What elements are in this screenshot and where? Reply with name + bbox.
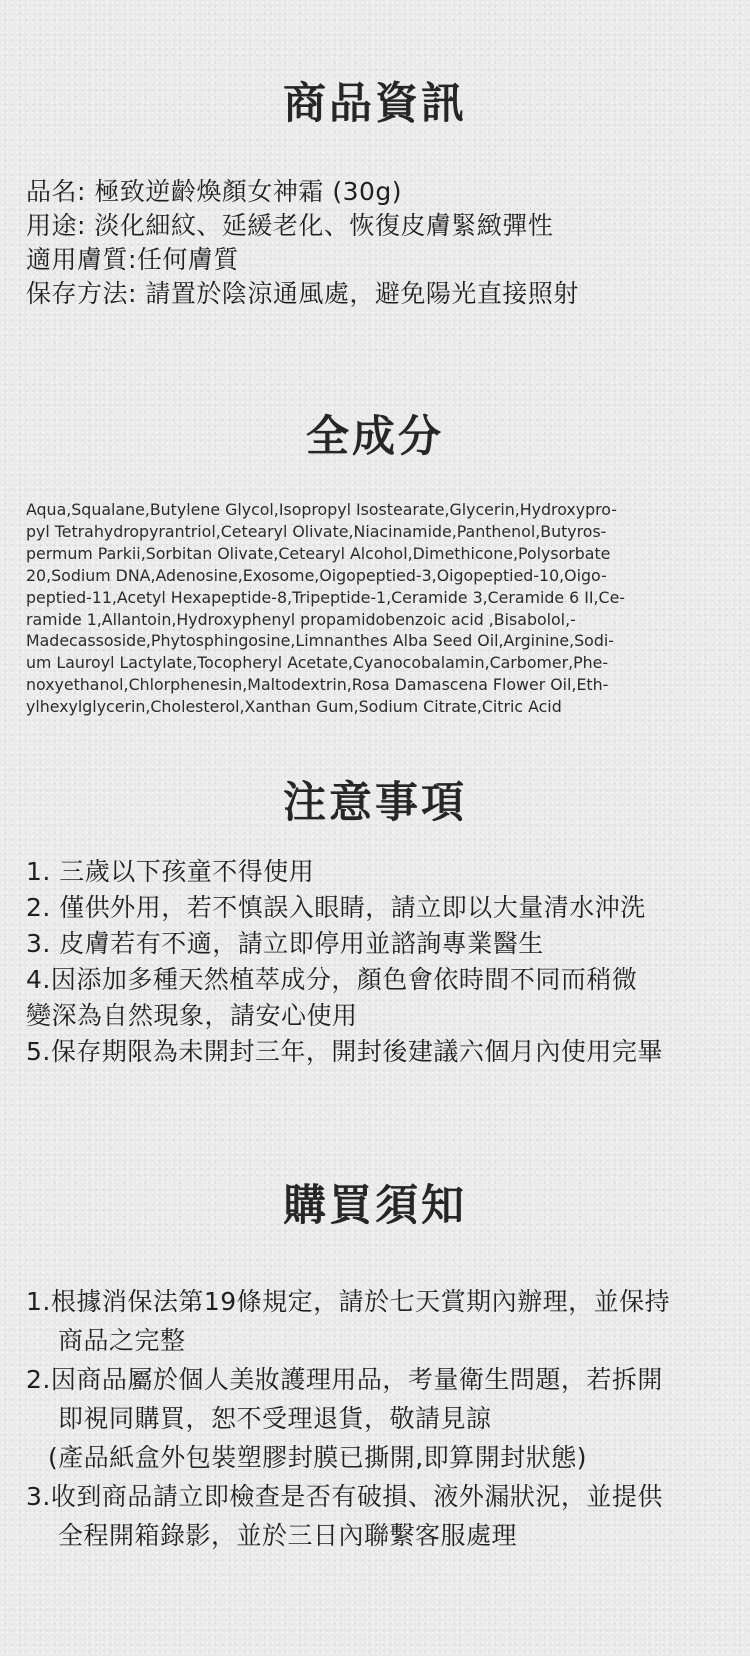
purchase-notes-list [26,1282,726,1555]
precaution-item: 1. 三歲以下孩童不得使用 [26,857,315,886]
ingredients-line: um Lauroyl Lactylate,Tocopheryl Acetate,Cyanocobalamin,Carbomer,Phe- [26,653,609,673]
storage-line: 保存方法: 請置於陰涼通風處，避免陽光直接照射 [26,279,579,308]
purchase-note-item-continued: 全程開箱錄影，並於三日內聯繫客服處理 [58,1521,518,1550]
precaution-item-continued: 變深為自然現象，請安心使用 [26,1001,358,1030]
purchase-note-item-continued: 即視同購買，恕不受理退貨，敬請見諒 [58,1404,492,1433]
precautions-list [26,854,726,1070]
ingredients-line: permum Parkii,Sorbitan Olivate,Cetearyl Alcohol,Dimethicone,Polysorbate [26,543,611,563]
ingredients-line: ramide 1,Allantoin,Hydroxyphenyl propamidobenzoic acid ,Bisabolol,- [26,609,576,629]
purchase-note-item: 1.根據消保法第19條規定，請於七天賞期內辦理，並保持 [26,1287,671,1316]
skin-type-line: 適用膚質:任何膚質 [26,245,239,274]
purchase-note-parenthetical: (產品紙盒外包裝塑膠封膜已撕開,即算開封狀態) [48,1443,587,1472]
ingredients-line: Madecassoside,Phytosphingosine,Limnanthes Alba Seed Oil,Arginine,Sodi- [26,631,614,651]
precautions-heading: 注意事項 [283,778,467,828]
product-usage-line: 用途: 淡化細紋、延緩老化、恢復皮膚緊緻彈性 [26,211,554,240]
purchase-notes-heading: 購買須知 [283,1181,467,1231]
product-name-line: 品名: 極致逆齡煥顏女神霜 (30g) [26,177,403,206]
product-info-heading: 商品資訊 [283,79,467,129]
ingredients-line: Aqua,Squalane,Butylene Glycol,Isopropyl Isostearate,Glycerin,Hydroxypro- [26,500,617,519]
precaution-item: 4.因添加多種天然植萃成分，顏色會依時間不同而稍微 [26,965,638,994]
ingredients-line: peptied-11,Acetyl Hexapeptide-8,Tripeptide-1,Ceramide 3,Ceramide 6 II,Ce- [26,587,625,607]
ingredients-text [26,499,728,718]
precaution-item: 2. 僅供外用，若不慎誤入眼睛，請立即以大量清水沖洗 [26,893,646,922]
ingredients-line: pyl Tetrahydropyrantriol,Cetearyl Olivate,Niacinamide,Panthenol,Butyros- [26,521,607,541]
product-info-list [26,175,726,311]
ingredients-line: noxyethanol,Chlorphenesin,Maltodextrin,Rosa Damascena Flower Oil,Eth- [26,675,609,695]
precaution-item: 5.保存期限為未開封三年，開封後建議六個月內使用完畢 [26,1037,663,1066]
ingredients-heading: 全成分 [306,412,444,462]
ingredients-line: 20,Sodium DNA,Adenosine,Exosome,Oigopeptied-3,Oigopeptied-10,Oigo- [26,565,607,585]
purchase-note-item: 3.收到商品請立即檢查是否有破損、液外漏狀況，並提供 [26,1482,663,1511]
ingredients-line: ylhexylglycerin,Cholesterol,Xanthan Gum,Sodium Citrate,Citric Acid [26,697,562,717]
purchase-note-item: 2.因商品屬於個人美妝護理用品，考量衛生問題，若拆開 [26,1365,663,1394]
precaution-item: 3. 皮膚若有不適，請立即停用並諮詢專業醫生 [26,929,544,958]
purchase-note-item-continued: 商品之完整 [58,1326,186,1355]
